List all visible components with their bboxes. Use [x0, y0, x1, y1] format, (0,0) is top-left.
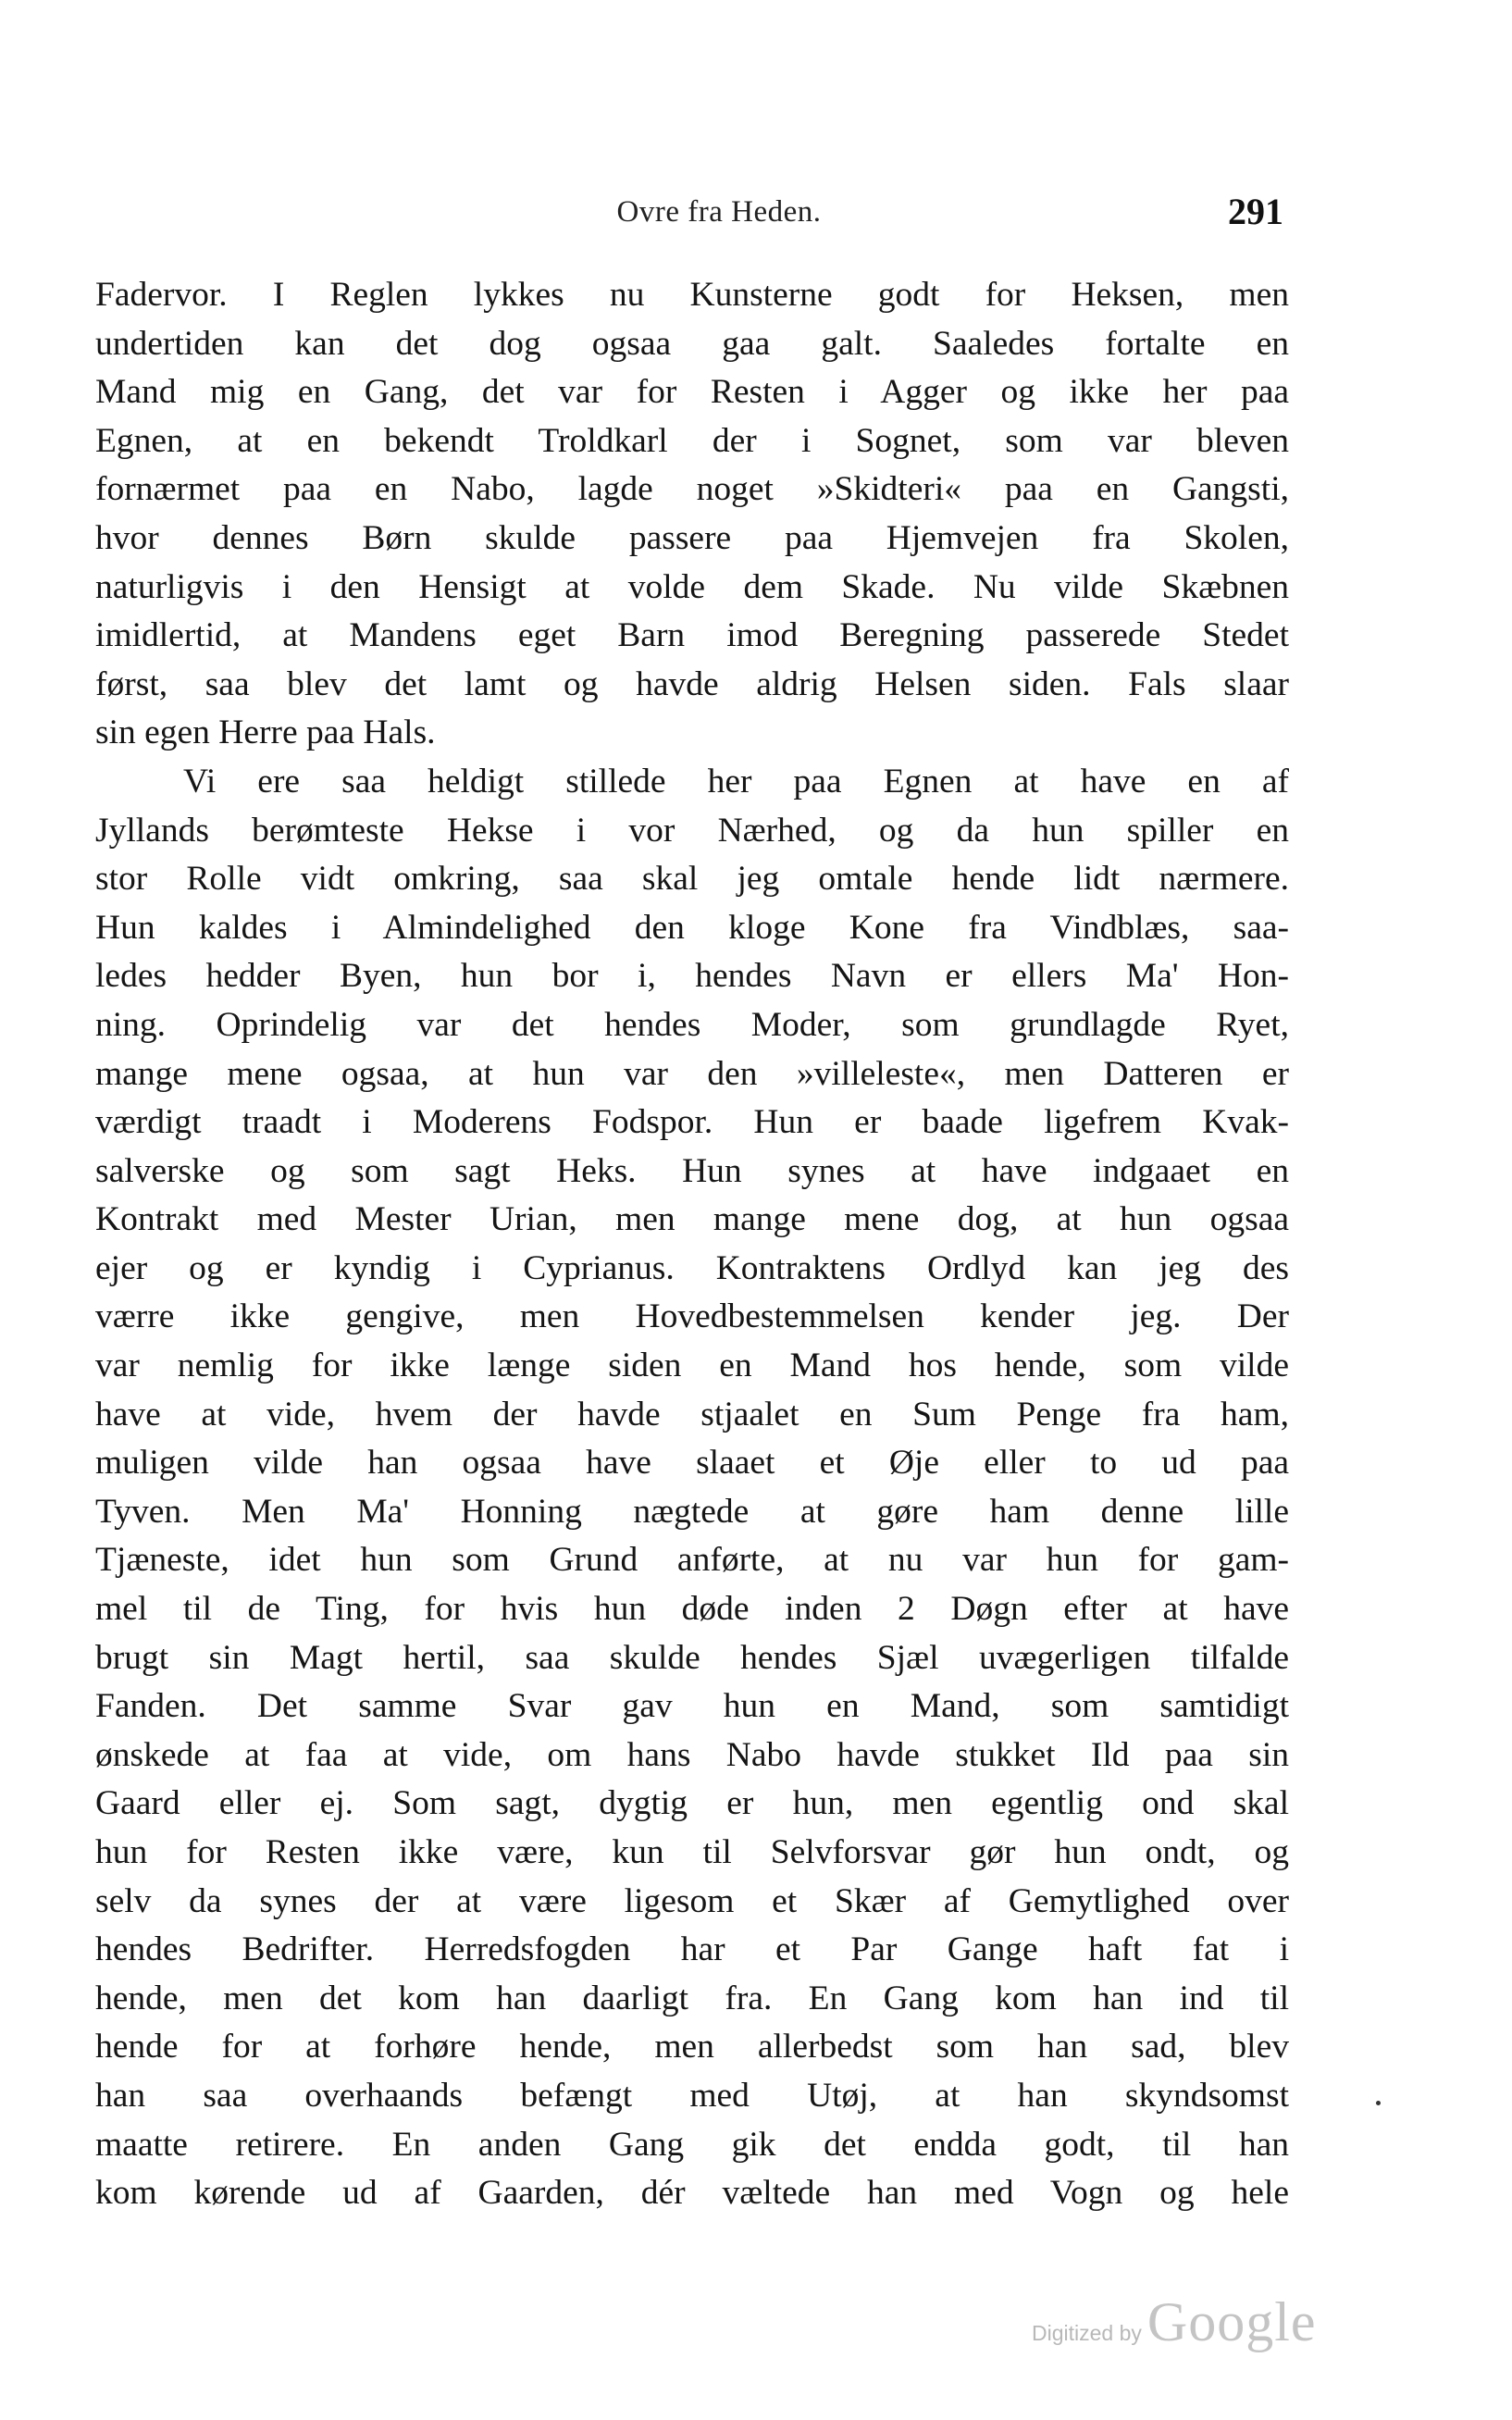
text-line: var nemlig for ikke længe siden en Mand hos hende, som vilde — [95, 1347, 1289, 1385]
text-line: Jyllands berømteste Hekse i vor Nærhed, og da hun spiller en — [95, 811, 1289, 850]
text-line: naturligvis i den Hensigt at volde dem Skade. Nu vilde Skæbnen — [95, 567, 1289, 606]
text-line: ning. Oprindelig var det hendes Moder, som grundlagde Ryet, — [95, 1005, 1289, 1044]
running-title: Ovre fra Heden. — [616, 195, 822, 229]
text-line: mange mene ogsaa, at hun var den »villeleste«, men Datteren er — [95, 1054, 1289, 1093]
text-line: fornærmet paa en Nabo, lagde noget »Skidteri« paa en Gangsti, — [95, 470, 1289, 509]
text-line: undertiden kan det dog ogsaa gaa galt. Saaledes fortalte en — [95, 324, 1289, 363]
text-line: selv da synes der at være ligesom et Skær af Gemytlighed over — [95, 1881, 1289, 1920]
text-line: Fanden. Det samme Svar gav hun en Mand, som samtidigt — [95, 1687, 1289, 1726]
text-line: først, saa blev det lamt og havde aldrig Helsen siden. Fals slaar — [95, 664, 1289, 703]
text-line: salverske og som sagt Heks. Hun synes at have indgaaet en — [95, 1151, 1289, 1190]
page-number: 291 — [1228, 191, 1283, 232]
text-line: Kontrakt med Mester Urian, men mange mene dog, at hun ogsaa — [95, 1200, 1289, 1239]
text-line: Mand mig en Gang, det var for Resten i Agger og ikke her paa — [95, 373, 1289, 412]
text-line: ledes hedder Byen, hun bor i, hendes Navn er ellers Ma' Hon- — [95, 957, 1289, 996]
text-line: have at vide, hvem der havde stjaalet en Sum Penge fra ham, — [95, 1395, 1289, 1433]
text-line: brugt sin Magt hertil, saa skulde hendes Sjæl uvægerligen tilfalde — [95, 1638, 1289, 1677]
text-line: han saa overhaands befængt med Utøj, at han skyndsomst — [95, 2076, 1289, 2115]
text-line: Tjæneste, idet hun som Grund anførte, at nu var hun for gam- — [95, 1541, 1289, 1580]
running-head — [0, 190, 1512, 236]
text-line: Fadervor. I Reglen lykkes nu Kunsterne godt for Heksen, men — [95, 276, 1289, 314]
text-line: ønskede at faa at vide, om hans Nabo havde stukket Ild paa sin — [95, 1735, 1289, 1774]
stray-ink-dot — [1376, 2101, 1381, 2105]
text-line: hende for at forhøre hende, men allerbedst som han sad, blev — [95, 2028, 1289, 2066]
text-line: værre ikke gengive, men Hovedbestemmelsen kender jeg. Der — [95, 1297, 1289, 1336]
text-line: Tyven. Men Ma' Honning nægtede at gøre ham denne lille — [95, 1492, 1289, 1531]
text-line: ejer og er kyndig i Cyprianus. Kontraktens Ordlyd kan jeg des — [95, 1248, 1289, 1287]
text-line: hvor dennes Børn skulde passere paa Hjemvejen fra Skolen, — [95, 518, 1289, 557]
digitized-by-text: Digitized by — [1032, 2321, 1142, 2345]
google-logo: Google — [1146, 2291, 1317, 2352]
text-line: Gaard eller ej. Som sagt, dygtig er hun, men egentlig ond skal — [95, 1784, 1289, 1823]
text-line: mel til de Ting, for hvis hun døde inden 2 Døgn efter at have — [95, 1590, 1289, 1629]
body-text — [95, 271, 1289, 2218]
text-line: maatte retirere. En anden Gang gik det endda godt, til han — [95, 2125, 1289, 2164]
text-line: værdigt traadt i Moderens Fodspor. Hun er baade ligefrem Kvak- — [95, 1103, 1289, 1142]
text-line: hendes Bedrifter. Herredsfogden har et Par Gange haft fat i — [95, 1930, 1289, 1969]
paragraph-start-line: Vi ere saa heldigt stillede her paa Egnen at have en af — [183, 762, 1289, 800]
text-line: sin egen Herre paa Hals. — [95, 714, 436, 752]
text-line: imidlertid, at Mandens eget Barn imod Beregning passerede Stedet — [95, 616, 1289, 655]
text-line: hun for Resten ikke være, kun til Selvforsvar gør hun ondt, og — [95, 1833, 1289, 1871]
text-line: kom kørende ud af Gaarden, dér væltede han med Vogn og hele — [95, 2174, 1289, 2213]
text-line: muligen vilde han ogsaa have slaaet et Øje eller to ud paa — [95, 1444, 1289, 1483]
text-line: Hun kaldes i Almindelighed den kloge Kone fra Vindblæs, saa- — [95, 908, 1289, 947]
text-line: stor Rolle vidt omkring, saa skal jeg omtale hende lidt nærmere. — [95, 860, 1289, 899]
text-line: hende, men det kom han daarligt fra. En Gang kom han ind til — [95, 1979, 1289, 2017]
text-line: Egnen, at en bekendt Troldkarl der i Sognet, som var bleven — [95, 421, 1289, 460]
digitized-watermark — [1032, 2290, 1317, 2364]
